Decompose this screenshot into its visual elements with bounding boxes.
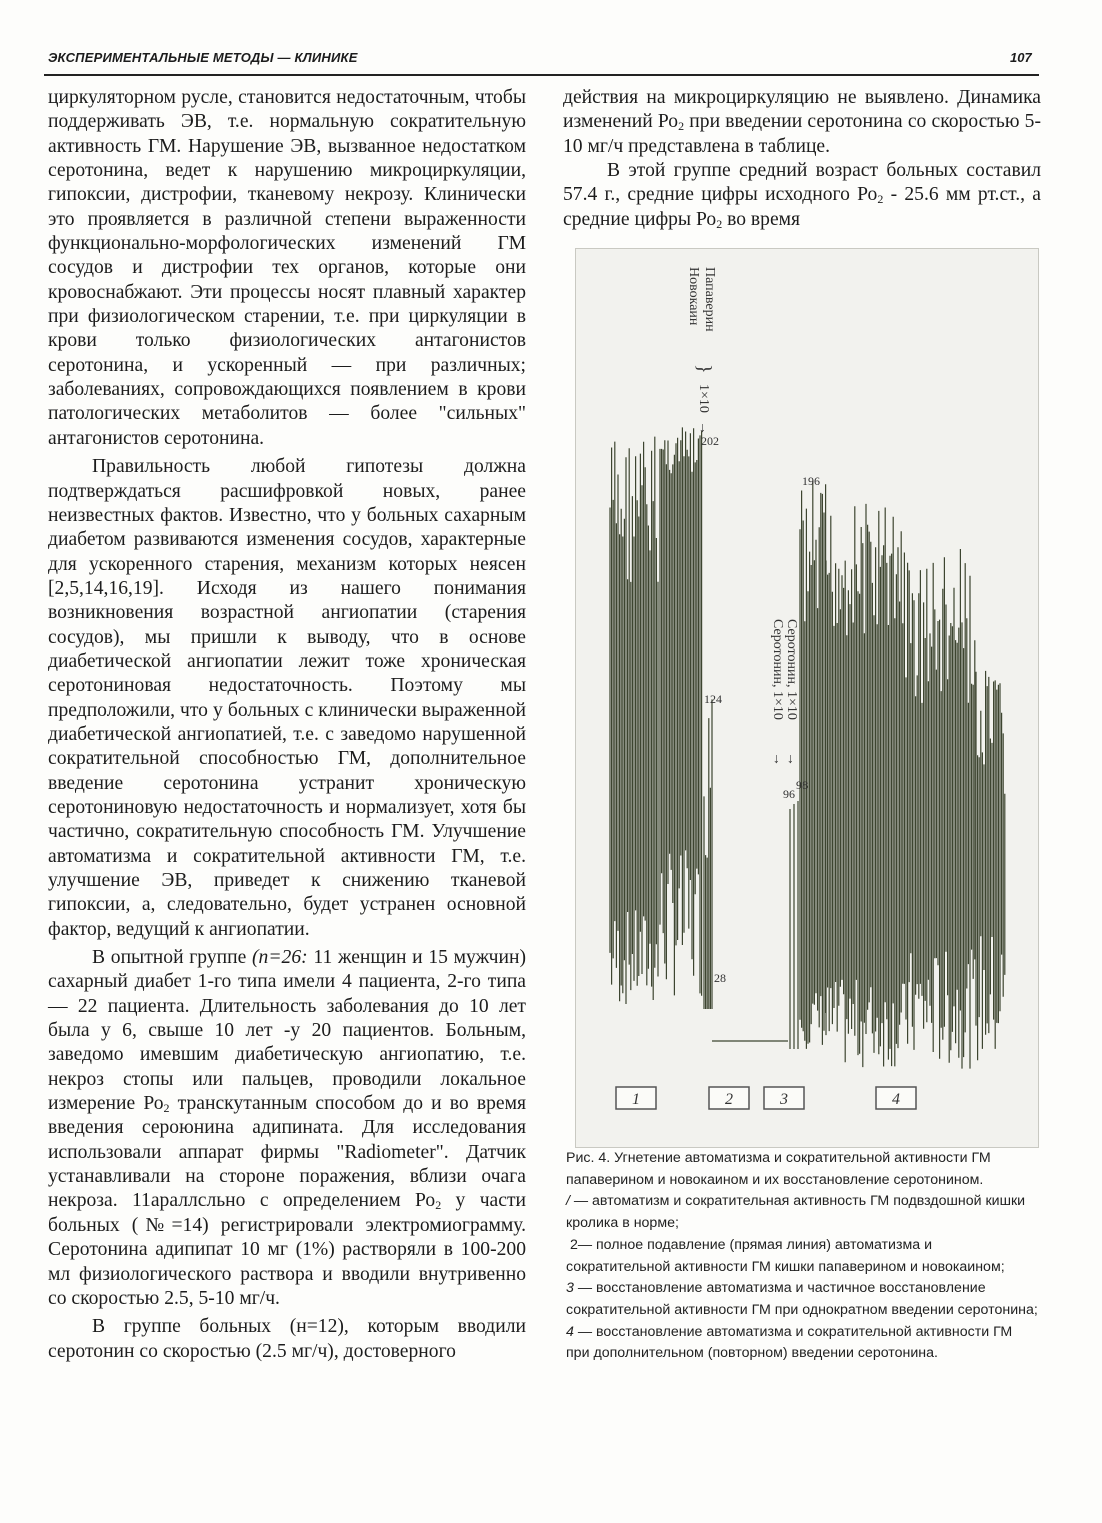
value-label: 202 (701, 434, 719, 448)
paragraph: В группе больных (н=12), которым вводили серотонин со скоростью (2.5 мг/ч), достоверного (48, 1316, 526, 1362)
caption-item: / — автоматизм и сократительная активность ГМ подвздошной кишки кролика в норме; (566, 1193, 1026, 1232)
value-label: 96 (783, 787, 795, 801)
serotonin-label-2: Серотонин, 1×10 (770, 619, 785, 720)
svg-text:3: 3 (780, 1091, 788, 1108)
segment-box-2 (709, 1087, 749, 1109)
svg-text:1: 1 (632, 1091, 640, 1108)
value-label: 98 (796, 778, 808, 792)
caption-item: 4 — восстановление автоматизма и сократительной активности ГМ при дополнительном (повторном) введении серотонина. (566, 1323, 1013, 1362)
caption-item: 2— полное подавление (прямая линия) автоматизма и сократительной активности ГМ кишки папаверином и новокаином; (566, 1236, 1005, 1275)
arrow-down-icon: → (696, 421, 711, 435)
paragraph: Правильность любой гипотезы должна подтверждаться расшифровкой новых, ранее неизвестных фактов. Известно, что у больных сахарным диабетом развиваются изменения сосудов, характерные для ускоренного старения, механизм которых неясен [2,5,14,16,19]. Исходя из нашего понимания возникновения возрастной ангиопатии (старения сосудов), мы пришли к выводу, что в основе диабетической ангиопатии лежит тоже хроническая серотониновая недостаточность. Поэтому мы предположили, что у больных с клинически выраженной диабетической ангиопатией, т.е. с заведомо нарушенной сократительной способностью ГМ, дополнительное введение серотонина устранит хроническую серотониновую недостаточность и нормализует, хотя бы частично, сократительную способность ГМ. Улучшение автоматизма и сократительной активности ГМ, т.е. улучшение ЭВ, приведет к снижению тканевой гипоксии, а, следовательно, будет устранен основной фактор, ведущий к ангиопатии. (48, 456, 526, 940)
right-column-text (563, 86, 1041, 232)
page-number: 107 (1010, 50, 1032, 65)
paragraph: действия на микроциркуляцию не выявлено. Динамика изменений $Ро_2$ при введении серотонина со скоростью 5-10 мг/ч представлена в таблице. (563, 87, 1041, 157)
header-rule (44, 74, 1039, 76)
novocaine-label: Новокаин (686, 267, 701, 326)
figure-caption (566, 1148, 1038, 1365)
arrow-down-icon: → (784, 752, 799, 766)
svg-text:2: 2 (725, 1091, 733, 1108)
paragraph: В опытной группе (n=26: 11 женщин и 15 мужчин) сахарный диабет 1-го типа имели 4 пациента, 2-го типа — 22 пациента. Длительность заболевания до 10 лет была у 6, свыше 10 лет -у 20 пациентов. Больным, заведомо имевшим диабетическую ангиопатию, т.е. некроз стопы или пальцев, проводили локальное измерение $Ро_2$ транскутанным способом до и во время введения сероюнина адипината. Для исследования использовали аппарат фирмы "Radiometer". Датчик устанавливали на стороне поражения, вблизи очага некроза. 11араллсльно с определением $Ро_2$ у части больных (№=14) регистрировали электромиограмму. Серотонина адипипат 10 мг (1%) растворяли в 100-200 мл физиологического раствора и вводили внутривенно со скоростью 2.5, 5-10 мг/ч. (48, 947, 526, 1309)
value-label: 196 (802, 474, 820, 488)
segment-box-3 (764, 1087, 804, 1109)
brace-glyph: } (693, 364, 715, 374)
figure-4-myogram (575, 248, 1039, 1148)
papaverine-label: Папаверин (702, 267, 717, 332)
value-label: 124 (704, 692, 722, 706)
dose-label: 1×10 (696, 384, 711, 413)
left-column (48, 86, 526, 1364)
myogram-recording (576, 249, 1038, 1147)
segment-box-4 (876, 1087, 916, 1109)
caption-item: 3 — восстановление автоматизма и частичное восстановление сократительной активности ГМ при однократном введении серотонина; (566, 1280, 1038, 1318)
running-title: ЭКСПЕРИМЕНТАЛЬНЫЕ МЕТОДЫ — КЛИНИКЕ (48, 50, 358, 65)
svg-text:4: 4 (892, 1091, 900, 1108)
paragraph: циркуляторном русле, становится недостаточным, чтобы поддерживать ЭВ, т.е. нормальную сократительную активность ГМ. Нарушение ЭВ, вызванное недостатком серотонина, ведет к нарушению микроциркуляции, гипоксии, дистрофии, тканевому некрозу. Клинически это проявляется в различной степени выраженности функционально-морфологических изменений ГМ сосудов и дистрофии тех органов, которые они кровоснабжают. Эти процессы носят плавный характер при физиологическом старении, т.е. при циркуляции в крови только физиологических антагонистов серотонина, и ускоренный — при различных; заболеваниях, сопровождающихся появлением в крови патологических метаболитов — более "сильных" антагонистов серотонина. (48, 87, 526, 449)
paragraph: В этой группе средний возраст больных составил 57.4 г., средние цифры исходного $Ро_2 - 25.6$ мм рт.ст., а средние цифры $Ро_2$ во время (563, 160, 1041, 231)
caption-title: Рис. 4. Угнетение автоматизма и сократительной активности ГМ папаверином и новокаином и их восстановление серотонином. (566, 1150, 991, 1188)
segment-box-1 (616, 1087, 656, 1109)
value-label: 28 (714, 971, 726, 985)
arrow-down-icon: → (770, 752, 785, 766)
n-value: (n=26: (252, 947, 308, 969)
serotonin-label-1: Серотонин, 1×10 (784, 619, 799, 720)
trace-group (610, 427, 1005, 1068)
